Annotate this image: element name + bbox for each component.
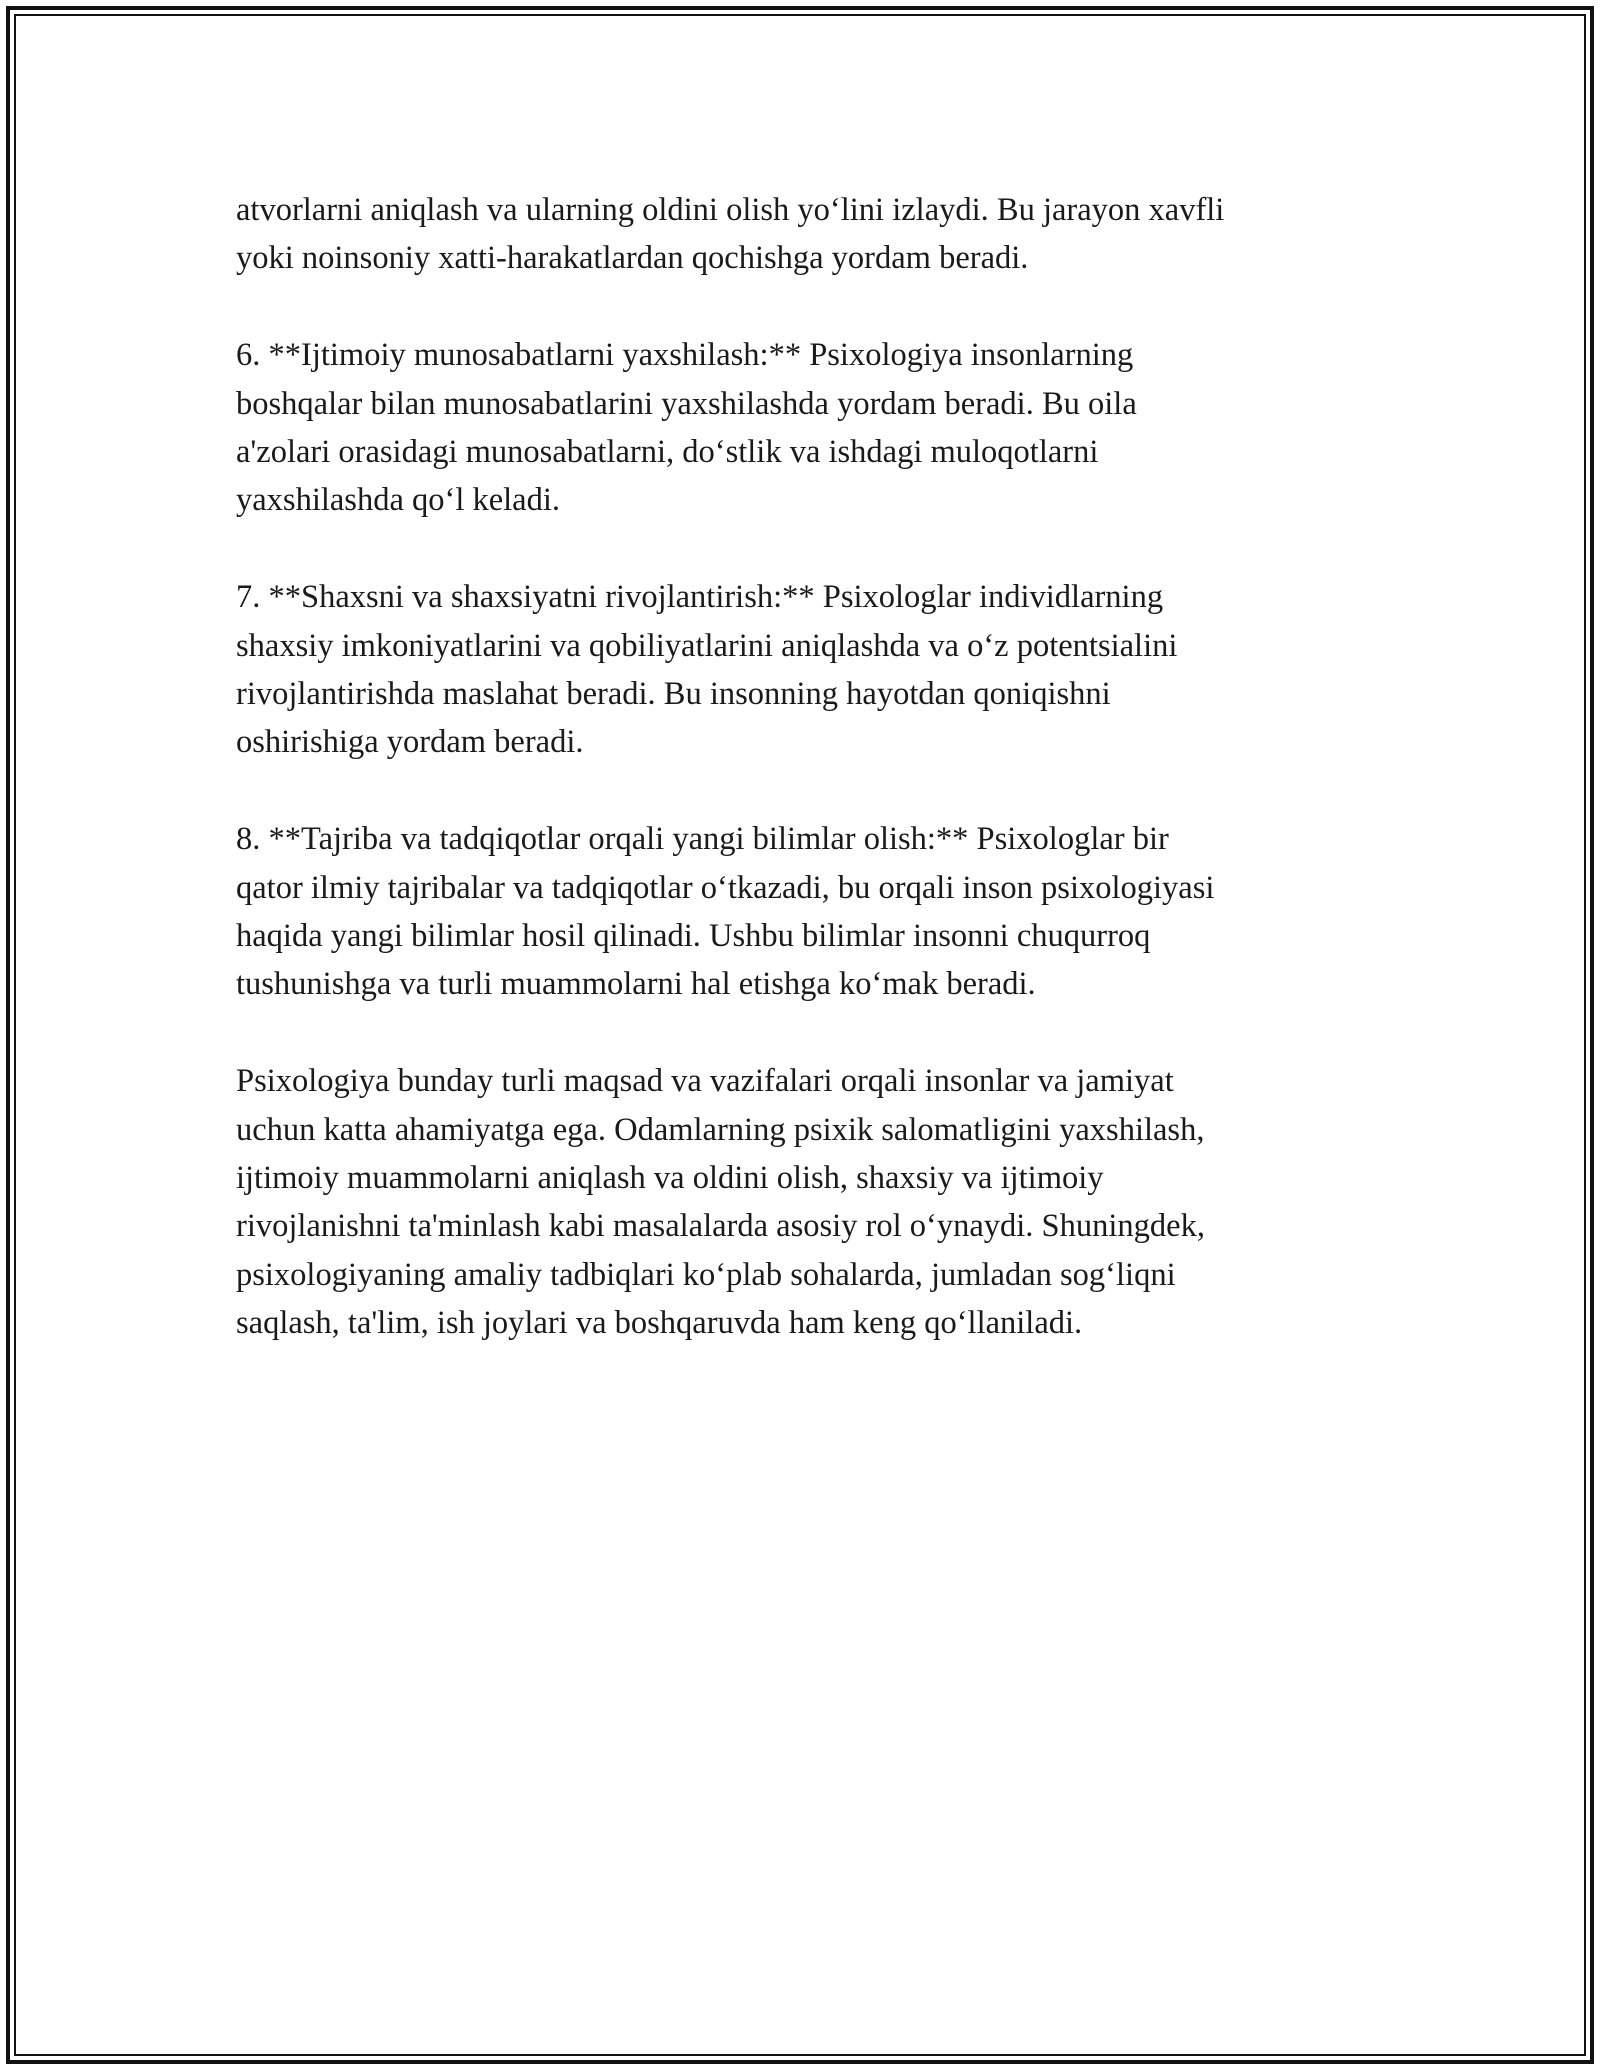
paragraph-continuation [236,186,1356,283]
text-line: atvorlarni aniqlash va ularning oldini olish yo‘lini izlaydi. Bu jarayon xavfli [236,192,1225,228]
text-line: a'zolari orasidagi munosabatlarni, do‘stlik va ishdagi muloqotlarni [236,434,1099,471]
text-line: tushunishga va turli muammolarni hal etishga ko‘mak beradi. [236,966,1036,1003]
paragraph-item-6 [236,331,1356,525]
text-line: qator ilmiy tajribalar va tadqiqotlar o‘tkazadi, bu orqali inson psixologiyasi [236,869,1215,906]
paragraph-conclusion [236,1057,1356,1347]
text-line: saqlash, ta'lim, ish joylari va boshqaruvda ham keng qo‘llaniladi. [236,1305,1083,1342]
text-line: shaxsiy imkoniyatlarini va qobiliyatlarini aniqlashda va o‘z potentsialini [236,627,1178,664]
text-line: psixologiyaning amaliy tadbiqlari ko‘plab sohalarda, jumladan sog‘liqni [236,1256,1176,1293]
text-line: rivojlantirishda maslahat beradi. Bu insonning hayotdan qoniqishni [236,676,1111,713]
text-line: uchun katta ahamiyatga ega. Odamlarning psixik salomatligini yaxshilash, [236,1111,1205,1148]
text-line: yaxshilashda qo‘l keladi. [236,482,561,519]
text-line: 6. **Ijtimoiy munosabatlarni yaxshilash:** Psixologiya insonlarning [236,337,1134,374]
text-line: rivojlanishni ta'minlash kabi masalalarda asosiy rol o‘ynaydi. Shuningdek, [236,1208,1205,1245]
text-line: oshirishiga yordam beradi. [236,724,584,761]
paragraph-item-8 [236,815,1356,1009]
text-line: boshqalar bilan munosabatlarini yaxshilashda yordam beradi. Bu oila [236,385,1137,422]
text-line: haqida yangi bilimlar hosil qilinadi. Ushbu bilimlar insonni chuqurroq [236,918,1151,955]
paragraph-item-7 [236,573,1356,767]
text-line: Psixologiya bunday turli maqsad va vazifalari orqali insonlar va jamiyat [236,1063,1174,1100]
text-line: yoki noinsoniy xatti-harakatlardan qochishga yordam beradi. [236,240,1029,277]
text-line: 7. **Shaxsni va shaxsiyatni rivojlantirish:** Psixologlar individlarning [236,579,1164,616]
text-line: ijtimoiy muammolarni aniqlash va oldini olish, shaxsiy va ijtimoiy [236,1160,1104,1197]
text-line: 8. **Tajriba va tadqiqotlar orqali yangi bilimlar olish:** Psixologlar bir [236,821,1169,858]
document-body [236,186,1356,1396]
